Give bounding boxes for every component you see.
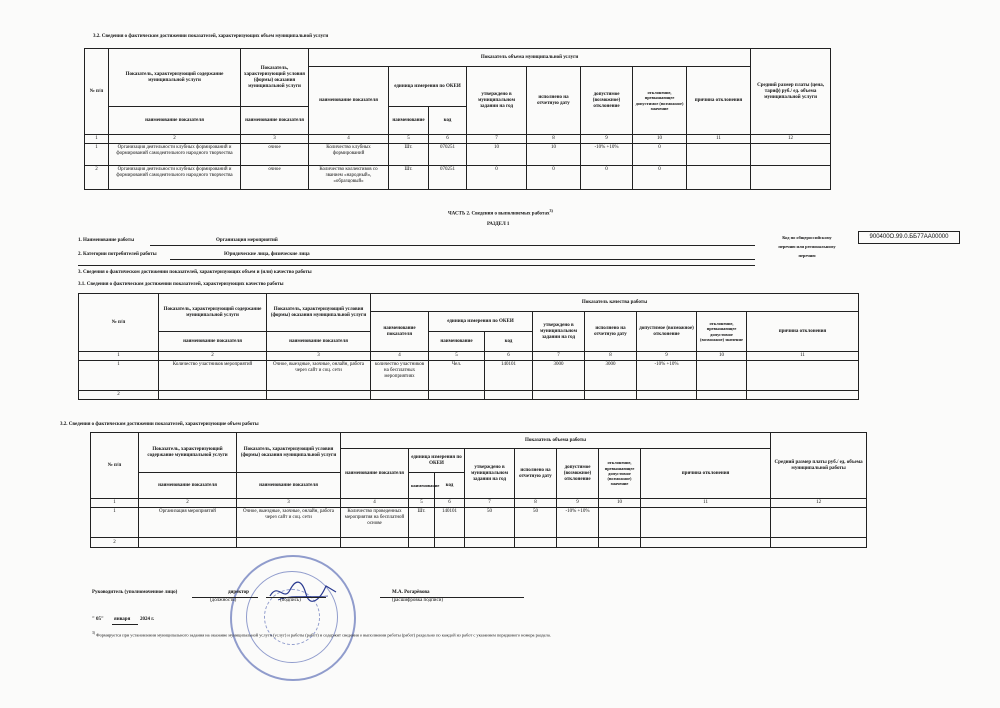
row-approved: 50 bbox=[465, 508, 515, 538]
empty-cell bbox=[585, 391, 637, 400]
sub-indicator-name-header: наименование показателя bbox=[237, 473, 341, 499]
column-number: 9 bbox=[557, 499, 599, 508]
signature-caption: (подпись) bbox=[280, 598, 301, 603]
col-unit-header: единица измерения по ОКЕИ bbox=[389, 67, 467, 107]
row-allowed: -10% +10% bbox=[637, 361, 697, 391]
column-number: 9 bbox=[637, 352, 697, 361]
col-reason-header: причина отклонения bbox=[641, 449, 771, 499]
date-month: января bbox=[114, 617, 131, 622]
row-reason bbox=[687, 144, 751, 166]
empty-cell bbox=[557, 538, 599, 548]
col-num-header: № п/п bbox=[79, 294, 159, 352]
quality-group-header: Показатель качества работы bbox=[371, 294, 859, 312]
row-avg-price bbox=[771, 508, 867, 538]
column-number: 8 bbox=[515, 499, 557, 508]
col-approved-header: утверждено в муниципальном задании на год bbox=[467, 67, 527, 135]
part2-title-text: ЧАСТЬ 2. Сведения о выполняемых работах bbox=[448, 211, 550, 217]
col-num-header: № п/п bbox=[91, 433, 139, 499]
work-name-underline bbox=[150, 245, 755, 246]
empty-cell bbox=[159, 391, 267, 400]
empty-cell bbox=[641, 538, 771, 548]
column-number: 11 bbox=[687, 135, 751, 144]
signer-position: директор bbox=[228, 590, 249, 595]
unit-name-header: наименование bbox=[409, 473, 435, 499]
row-exceed: 0 bbox=[633, 144, 687, 166]
column-number: 1 bbox=[85, 135, 109, 144]
empty-cell bbox=[429, 391, 485, 400]
footnote-mark: 3) bbox=[92, 631, 95, 635]
col-approved-header: утверждено в муниципальном задании на год bbox=[465, 449, 515, 499]
row-conditions: очное bbox=[241, 166, 309, 190]
col-num-header: № п/п bbox=[85, 49, 109, 135]
work-quality-table bbox=[78, 293, 859, 400]
col-reason-header: причина отклонения bbox=[747, 312, 859, 352]
column-number: 2 bbox=[139, 499, 237, 508]
col-conditions-header: Показатель, характеризующий условия (формы) оказания муниципальной услуги bbox=[267, 294, 371, 332]
empty-cell bbox=[139, 538, 237, 548]
unit-code-header: код bbox=[435, 473, 465, 499]
column-number: 7 bbox=[533, 352, 585, 361]
sub-indicator-name-header: наименование показателя bbox=[109, 107, 241, 135]
row-unit-code: 140101 bbox=[485, 361, 533, 391]
column-number: 3 bbox=[241, 135, 309, 144]
sub-indicator-name-header: наименование показателя bbox=[241, 107, 309, 135]
empty-cell bbox=[771, 538, 867, 548]
row-num: 2 bbox=[91, 538, 139, 548]
sub-indicator-name-header: наименование показателя bbox=[159, 332, 267, 352]
row-unit: Шт. bbox=[409, 508, 435, 538]
row-done: 3000 bbox=[585, 361, 637, 391]
col-allowed-header: допустимое (возможное) отклонение bbox=[581, 67, 633, 135]
row-num: 2 bbox=[79, 391, 159, 400]
column-number: 9 bbox=[581, 135, 633, 144]
row-conditions: очное bbox=[241, 144, 309, 166]
table-row bbox=[91, 538, 867, 548]
table-row bbox=[79, 361, 859, 391]
empty-cell bbox=[267, 391, 371, 400]
col-avg-price-header: Средний размер платы руб./ ед. объема муниципальной работы bbox=[771, 433, 867, 499]
col-reason-header: причина отклонения bbox=[687, 67, 751, 135]
row-unit: Шт. bbox=[389, 166, 429, 190]
section-heading-service-volume: 3.2. Сведения о фактическом достижении показателей, характеризующих объем муниципальной услуги bbox=[93, 34, 329, 39]
column-number: 2 bbox=[109, 135, 241, 144]
column-number: 7 bbox=[465, 499, 515, 508]
col-content-header: Показатель, характеризующий содержание муниципальной услуги bbox=[109, 49, 241, 107]
col-unit-header: единица измерения по ОКЕИ bbox=[409, 449, 465, 473]
row-conditions: Очное, выездные, заочные, онлайн, работа через сайт и соц. сети bbox=[267, 361, 371, 391]
column-number: 4 bbox=[309, 135, 389, 144]
service-volume-table bbox=[84, 48, 831, 190]
footnote bbox=[92, 631, 551, 638]
col-content-header: Показатель, характеризующий содержание муниципальной услуги bbox=[139, 433, 237, 473]
column-number-row bbox=[79, 352, 859, 361]
col-allowed-header: допустимое (возможное) отклонение bbox=[637, 312, 697, 352]
row-num: 1 bbox=[85, 144, 109, 166]
row-done: 10 bbox=[527, 144, 581, 166]
footnote-text: Формируется при установлении муниципального задания на оказание муниципальной услуги (услуг) и работы (работ) и содержит сведения о выполнении работы (работ) раздельно по каждой из работ с указанием порядкового номера раздела. bbox=[96, 632, 551, 638]
column-number: 1 bbox=[79, 352, 159, 361]
unit-name-header: наименование bbox=[429, 332, 485, 352]
empty-cell bbox=[435, 538, 465, 548]
row-content: Организация мероприятий bbox=[139, 508, 237, 538]
handwritten-signature bbox=[268, 578, 338, 604]
empty-cell bbox=[371, 391, 429, 400]
column-number-row bbox=[91, 499, 867, 508]
row-reason bbox=[747, 361, 859, 391]
column-number: 10 bbox=[599, 499, 641, 508]
column-number-row bbox=[85, 135, 831, 144]
col-done-header: исполнено на отчетную дату bbox=[515, 449, 557, 499]
col-exceed-header: отклонение, превышающее допустимое (возможное) значение bbox=[599, 449, 641, 499]
code-label bbox=[766, 235, 848, 259]
col-indicator-name-header: наименование показателя bbox=[309, 67, 389, 135]
empty-cell bbox=[599, 538, 641, 548]
row-approved: 0 bbox=[467, 166, 527, 190]
row-unit-code: 070251 bbox=[429, 144, 467, 166]
row-unit-code: 070251 bbox=[429, 166, 467, 190]
empty-cell bbox=[341, 538, 409, 548]
consumers-label: 2. Категории потребителей работы bbox=[78, 252, 157, 257]
column-number: 10 bbox=[697, 352, 747, 361]
name-caption: (расшифровка подписи) bbox=[392, 598, 444, 603]
column-number: 1 bbox=[91, 499, 139, 508]
row-content: Организация деятельности клубных формирований и формирований самодеятельного народного творчества bbox=[109, 166, 241, 190]
column-number: 8 bbox=[585, 352, 637, 361]
col-approved-header: утверждено в муниципальном задании на год bbox=[533, 312, 585, 352]
column-number: 12 bbox=[751, 135, 831, 144]
column-number: 5 bbox=[409, 499, 435, 508]
row-content: Количество участников мероприятий bbox=[159, 361, 267, 391]
col-done-header: исполнено на отчетную дату bbox=[585, 312, 637, 352]
unit-code-header: код bbox=[485, 332, 533, 352]
col-indicator-name-header: наименование показателя bbox=[341, 449, 409, 499]
work-volume-table bbox=[90, 432, 867, 548]
col-conditions-header: Показатель, характеризующий условия (формы) оказания муниципальной услуги bbox=[241, 49, 309, 107]
column-number: 5 bbox=[429, 352, 485, 361]
col-content-header: Показатель, характеризующий содержание муниципальной услуги bbox=[159, 294, 267, 332]
signer-name: М.А. Рогарёвова bbox=[392, 590, 430, 595]
row-reason bbox=[641, 508, 771, 538]
empty-cell bbox=[485, 391, 533, 400]
empty-cell bbox=[697, 391, 747, 400]
volume-group-header: Показатель объема муниципальной услуги bbox=[309, 49, 751, 67]
date-day: " 05" bbox=[92, 617, 104, 622]
part2-title bbox=[448, 208, 553, 218]
column-number: 6 bbox=[435, 499, 465, 508]
section31-heading: 3.1. Сведения о фактическом достижении показателей, характеризующих качество работы bbox=[78, 282, 284, 287]
column-number: 6 bbox=[485, 352, 533, 361]
column-number: 4 bbox=[371, 352, 429, 361]
consumers-underline bbox=[170, 259, 755, 260]
row-done: 50 bbox=[515, 508, 557, 538]
table-row bbox=[85, 144, 831, 166]
empty-cell bbox=[515, 538, 557, 548]
footnote-ref: 3) bbox=[549, 208, 553, 213]
row-avg-price bbox=[751, 144, 831, 166]
column-number: 12 bbox=[771, 499, 867, 508]
col-exceed-header: отклонение, превышающее допустимое (возможное) значение bbox=[633, 67, 687, 135]
column-number: 8 bbox=[527, 135, 581, 144]
code-label-line: Код по общероссийскому bbox=[782, 235, 832, 240]
section32-heading: 3.2. Сведения о фактическом достижении показателей, характеризующие объем работы bbox=[60, 422, 259, 427]
unit-name-header: наименование bbox=[389, 107, 429, 135]
column-number: 2 bbox=[159, 352, 267, 361]
signer-label: Руководитель (уполномоченное лицо) bbox=[92, 590, 178, 595]
section-title: РАЗДЕЛ 1 bbox=[487, 222, 510, 227]
date-month-underline bbox=[112, 624, 138, 625]
row-indicator-name: Количество проведенных мероприятия на бесплатной основе bbox=[341, 508, 409, 538]
column-number: 3 bbox=[237, 499, 341, 508]
column-number: 6 bbox=[429, 135, 467, 144]
column-number: 11 bbox=[641, 499, 771, 508]
row-conditions: Очное, выездные, заочные, онлайн, работа через сайт и соц. сети bbox=[237, 508, 341, 538]
row-done: 0 bbox=[527, 166, 581, 190]
empty-cell bbox=[465, 538, 515, 548]
code-label-line: перечню или региональному bbox=[778, 244, 836, 250]
column-number: 3 bbox=[267, 352, 371, 361]
sub-indicator-name-header: наименование показателя bbox=[139, 473, 237, 499]
row-allowed: 0 bbox=[581, 166, 633, 190]
row-num: 2 bbox=[85, 166, 109, 190]
table-row bbox=[91, 508, 867, 538]
row-avg-price bbox=[751, 166, 831, 190]
row-reason bbox=[687, 166, 751, 190]
row-indicator-name: Количество коллективов со званием «народный», «образцовый» bbox=[309, 166, 389, 190]
col-conditions-header: Показатель, характеризующий условия (формы) оказания муниципальной услуги bbox=[237, 433, 341, 473]
row-allowed: -10% +10% bbox=[557, 508, 599, 538]
volume-group-header: Показатель объема работы bbox=[341, 433, 771, 449]
row-num: 1 bbox=[79, 361, 159, 391]
empty-cell bbox=[533, 391, 585, 400]
work-code-box: 900400О.99.0.ББ77АА00000 bbox=[858, 231, 960, 244]
row-unit: Чел. bbox=[429, 361, 485, 391]
empty-cell bbox=[637, 391, 697, 400]
col-unit-header: единица измерения по ОКЕИ bbox=[429, 312, 533, 332]
seal-stamp bbox=[230, 555, 356, 681]
col-allowed-header: допустимое (возможное) отклонение bbox=[557, 449, 599, 499]
column-number: 7 bbox=[467, 135, 527, 144]
code-label-line: перечню bbox=[798, 253, 816, 259]
sub-indicator-name-header: наименование показателя bbox=[267, 332, 371, 352]
date-year: 2024 г. bbox=[140, 617, 155, 622]
row-allowed: -10% +10% bbox=[581, 144, 633, 166]
work-name-value: Организация мероприятий bbox=[216, 238, 278, 243]
row-num: 1 bbox=[91, 508, 139, 538]
row-content: Организация деятельности клубных формирований и формирований самодеятельного народного творчества bbox=[109, 144, 241, 166]
column-number: 10 bbox=[633, 135, 687, 144]
row-exceed bbox=[599, 508, 641, 538]
empty-cell bbox=[409, 538, 435, 548]
work-name-label: 1. Наименование работы bbox=[78, 238, 135, 243]
row-exceed bbox=[697, 361, 747, 391]
row-unit-code: 140101 bbox=[435, 508, 465, 538]
row-unit: Шт. bbox=[389, 144, 429, 166]
table-row bbox=[85, 166, 831, 190]
row-approved: 3000 bbox=[533, 361, 585, 391]
unit-code-header: код bbox=[429, 107, 467, 135]
column-number: 5 bbox=[389, 135, 429, 144]
position-caption: (должность) bbox=[210, 598, 237, 603]
column-number: 4 bbox=[341, 499, 409, 508]
col-exceed-header: отклонение, превышающее допустимое (возможное) значение bbox=[697, 312, 747, 352]
section3-heading: 3. Сведения о фактическом достижении показателей, характеризующих объем и (или) качество работы bbox=[78, 270, 312, 275]
empty-cell bbox=[237, 538, 341, 548]
empty-cell bbox=[747, 391, 859, 400]
row-indicator-name: количество участников на бесплатных мероприятиях bbox=[371, 361, 429, 391]
col-avg-price-header: Средний размер платы (цена, тариф) руб./ ед. объема муниципальной услуги bbox=[751, 49, 831, 135]
col-done-header: исполнено на отчетную дату bbox=[527, 67, 581, 135]
col-indicator-name-header: наименование показателя bbox=[371, 312, 429, 352]
consumers-extra-line bbox=[78, 265, 755, 266]
column-number: 11 bbox=[747, 352, 859, 361]
table-row bbox=[79, 391, 859, 400]
row-indicator-name: Количество клубных формирований bbox=[309, 144, 389, 166]
consumers-value: Юридические лица, физические лица bbox=[224, 252, 310, 257]
row-exceed: 0 bbox=[633, 166, 687, 190]
row-approved: 10 bbox=[467, 144, 527, 166]
